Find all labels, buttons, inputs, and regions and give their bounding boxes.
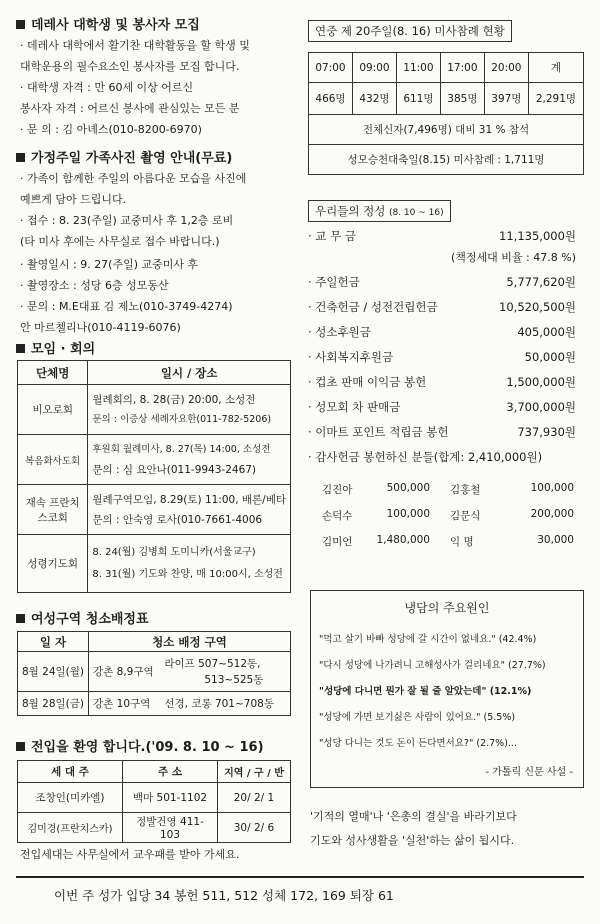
donor-name: 김홍철 <box>450 484 481 496</box>
coldness-source: - 가톨릭 신문 사설 - <box>485 767 573 778</box>
offering-amount: 5,777,620원 <box>506 275 576 289</box>
welcome-table <box>17 760 291 843</box>
welcome-header-name: 세 대 주 <box>18 761 123 783</box>
meeting-detail: 월례회의, 8. 28(금) 20:00, 소성전 <box>92 393 256 406</box>
cleaning-table <box>17 631 291 716</box>
donor-row <box>322 508 574 534</box>
offering-item <box>308 349 576 365</box>
offering-label: · 이마트 포인트 적립금 봉헌 <box>308 425 449 439</box>
attendance-table <box>308 52 584 175</box>
closing-line: '기적의 열매'나 '은총의 결실'을 바라기보다 <box>310 810 517 823</box>
daeresa-line: 봉사자 자격 : 어르신 봉사에 관심있는 모든 분 <box>20 102 240 115</box>
family-photo-line: · 접수 : 8. 23(주일) 교중미사 후 1,2층 로비 <box>20 214 234 227</box>
meeting-contact: 문의 : 이증상 세례자요한(011-782-5206) <box>92 413 272 425</box>
cleaning-area: 강촌 8,9구역 <box>93 665 154 678</box>
daeresa-line: · 대학생 자격 : 만 60세 이상 어르신 <box>20 81 194 94</box>
offering-amount: 405,000원 <box>517 325 576 339</box>
meetings-title: 모임 · 회의 <box>16 338 95 357</box>
donor-name: 김진아 <box>322 484 353 496</box>
offerings-period: (8. 10 ~ 16) <box>388 208 444 218</box>
donor-amount: 1,480,000 <box>376 534 430 546</box>
offering-label: · 감사헌금 봉헌하신 분들(합계: 2,410,000원) <box>308 450 543 464</box>
donor-amount: 200,000 <box>530 508 574 520</box>
family-photo-title: 가정주일 가족사진 촬영 안내(무료) <box>16 147 232 166</box>
attendance-count: 2,291명 <box>528 83 583 115</box>
meeting-contact: 문의 : 심 요안나(011-9943-2467) <box>92 463 257 476</box>
welcome-name: 조창인(미카엘) <box>18 783 123 813</box>
offering-amount: 737,930원 <box>517 425 576 439</box>
meetings-header-detail: 일시 / 장소 <box>88 361 291 385</box>
hymns-line: 이번 주 성가 입당 34 봉헌 511, 512 성체 172, 169 퇴장 61 <box>54 888 394 903</box>
attendance-time: 11:00 <box>396 53 440 83</box>
offering-label: · 사회복지후원금 <box>308 350 394 364</box>
offering-item <box>308 424 576 440</box>
family-photo-line: · 촬영일시 : 9. 27(주일) 교중미사 후 <box>20 258 199 271</box>
meeting-detail: 월례구역모임, 8.29(토) 11:00, 배론/베타 <box>92 493 286 506</box>
offering-label: · 성모회 차 판매금 <box>308 400 401 414</box>
coldness-quote: "성당 다니는 것도 돈이 든다면서요?" (2.7%)... <box>319 738 517 749</box>
meeting-contact: 8. 31(월) 기도와 찬양, 매 10:00시, 소성전 <box>92 568 283 580</box>
family-photo-line: 예쁘게 담아 드립니다. <box>20 193 127 206</box>
welcome-region: 30/ 2/ 6 <box>218 813 291 843</box>
welcome-name: 김미경(프란치스카) <box>18 813 123 843</box>
cleaning-date: 8월 28일(금) <box>18 692 89 716</box>
offering-label: · 성소후원금 <box>308 325 371 339</box>
daeresa-line: 대학운용의 필수요소인 봉사자를 모집 합니다. <box>20 60 240 73</box>
coldness-quote: "성당에 다니면 뭔가 잘 될 줄 알았는데" (12.1%) <box>319 686 532 697</box>
daeresa-line: · 데레사 대학에서 활기찬 대학활동을 할 학생 및 <box>20 39 250 52</box>
offering-item <box>308 274 576 290</box>
coldness-quote: "먹고 살기 바빠 성당에 갈 시간이 없네요." (42.4%) <box>319 634 537 645</box>
family-photo-line: · 가족이 함께한 주일의 아름다운 모습을 사진에 <box>20 172 247 185</box>
attendance-time: 07:00 <box>309 53 353 83</box>
meetings-header-name: 단체명 <box>18 361 88 385</box>
donor-amount: 100,000 <box>386 508 430 520</box>
daeresa-title: 데레사 대학생 및 봉사자 모집 <box>16 14 200 33</box>
meetings-table <box>17 360 291 593</box>
family-photo-line: 안 마르첼리나(010-4119-6076) <box>20 321 181 334</box>
family-photo-line: · 촬영장소 : 성당 6층 성모동산 <box>20 279 169 292</box>
cleaning-header-area: 청소 배정 구역 <box>89 632 291 652</box>
meeting-name: 성령기도회 <box>18 535 88 593</box>
welcome-header-region: 지역 / 구 / 반 <box>218 761 291 783</box>
welcome-addr: 백마 501-1102 <box>123 783 218 813</box>
offering-label: · 교 무 금 <box>308 229 356 243</box>
attendance-count: 385명 <box>440 83 484 115</box>
offering-amount: 50,000원 <box>524 350 576 364</box>
attendance-time: 20:00 <box>484 53 528 83</box>
welcome-title: 전입을 환영 합니다.('09. 8. 10 ~ 16) <box>16 736 264 755</box>
attendance-time: 17:00 <box>440 53 484 83</box>
meeting-name: 재속 프란치스코회 <box>18 485 88 535</box>
offering-item <box>308 449 576 465</box>
offering-amount: 3,700,000원 <box>506 400 576 414</box>
family-photo-line: · 문의 : M.E대표 김 제노(010-3749-4274) <box>20 300 233 313</box>
donor-row <box>322 534 574 560</box>
coldness-title: 냉담의 주요원인 <box>404 601 490 615</box>
donor-amount: 100,000 <box>530 482 574 494</box>
meeting-contact: 문의 : 안숙영 로사(010-7661-4006 <box>92 513 263 526</box>
offering-amount: 10,520,500원 <box>499 300 576 314</box>
offering-item <box>308 299 576 315</box>
attendance-time: 계 <box>528 53 583 83</box>
attendance-title: 연중 제 20주일(8. 16) 미사참례 현황 <box>308 20 512 42</box>
donor-name: 손덕수 <box>322 510 353 522</box>
donor-amount: 500,000 <box>386 482 430 494</box>
offering-label: · 건축헌금 / 성전건립헌금 <box>308 300 438 314</box>
cleaning-area: 강촌 10구역 <box>93 698 151 710</box>
closing-line: 기도와 성사생활을 '실천'하는 삶이 됩시다. <box>310 834 515 847</box>
offering-label: · 컵초 판매 이익금 봉헌 <box>308 375 427 389</box>
family-photo-line: (타 미사 후에는 사무실로 접수 바랍니다.) <box>20 235 220 248</box>
donor-amount: 30,000 <box>537 534 574 546</box>
attendance-assumption-note: 성모승천대축일(8.15) 미사참례 : 1,711명 <box>309 145 584 175</box>
donor-name: 김미언 <box>322 536 353 548</box>
cleaning-header-date: 일 자 <box>18 632 89 652</box>
coldness-box <box>310 590 584 788</box>
cleaning-detail: 라이프 507~512동, <box>164 657 261 670</box>
donor-list <box>322 482 574 560</box>
cleaning-detail: 선경, 코롱 701~708동 <box>164 698 274 710</box>
cleaning-detail: 513~525동 <box>204 673 264 686</box>
meeting-detail: 후원회 월례미사, 8. 27(목) 14:00, 소성전 <box>92 443 271 455</box>
offering-item <box>308 399 576 415</box>
welcome-note: 전입세대는 사무실에서 교우패를 받아 가세요. <box>20 848 240 861</box>
offering-item <box>308 374 576 390</box>
offering-item <box>308 324 576 340</box>
donor-name: 김문식 <box>450 510 481 522</box>
attendance-total-note: 전체신자(7,496명) 대비 31 % 참석 <box>309 115 584 145</box>
footer-divider <box>16 876 584 878</box>
attendance-count: 611명 <box>396 83 440 115</box>
meeting-detail: 8. 24(월) 김병희 도미니카(서울교구) <box>92 546 256 558</box>
coldness-quote: "다시 성당에 나가려니 고해성사가 걸리네요" (27.7%) <box>319 660 546 671</box>
offering-label: · 주일헌금 <box>308 275 360 289</box>
attendance-count: 466명 <box>309 83 353 115</box>
offering-amount: (책정세대 비율 : 47.8 %) <box>451 251 576 264</box>
welcome-header-addr: 주 소 <box>123 761 218 783</box>
coldness-quote: "성당에 가면 보기싫은 사람이 있어요." (5.5%) <box>319 712 516 723</box>
daeresa-line: · 문 의 : 김 아녜스(010-8200-6970) <box>20 123 202 136</box>
donor-row <box>322 482 574 508</box>
offerings-title: 우리들의 정성 (8. 10 ~ 16) <box>308 200 451 222</box>
welcome-addr: 정발건영 411-103 <box>123 813 218 843</box>
meeting-name: 복음화사도회 <box>18 435 88 485</box>
offerings-list <box>308 228 576 468</box>
cleaning-date: 8월 24일(월) <box>18 652 89 692</box>
offering-amount: 11,135,000원 <box>499 229 576 243</box>
attendance-count: 432명 <box>352 83 396 115</box>
offering-item <box>308 228 576 244</box>
welcome-region: 20/ 2/ 1 <box>218 783 291 813</box>
attendance-count: 397명 <box>484 83 528 115</box>
offering-amount: 1,500,000원 <box>506 375 576 389</box>
meeting-name: 비오로회 <box>18 385 88 435</box>
donor-name: 익 명 <box>450 536 474 548</box>
attendance-time: 09:00 <box>352 53 396 83</box>
cleaning-title: 여성구역 청소배정표 <box>16 608 149 627</box>
